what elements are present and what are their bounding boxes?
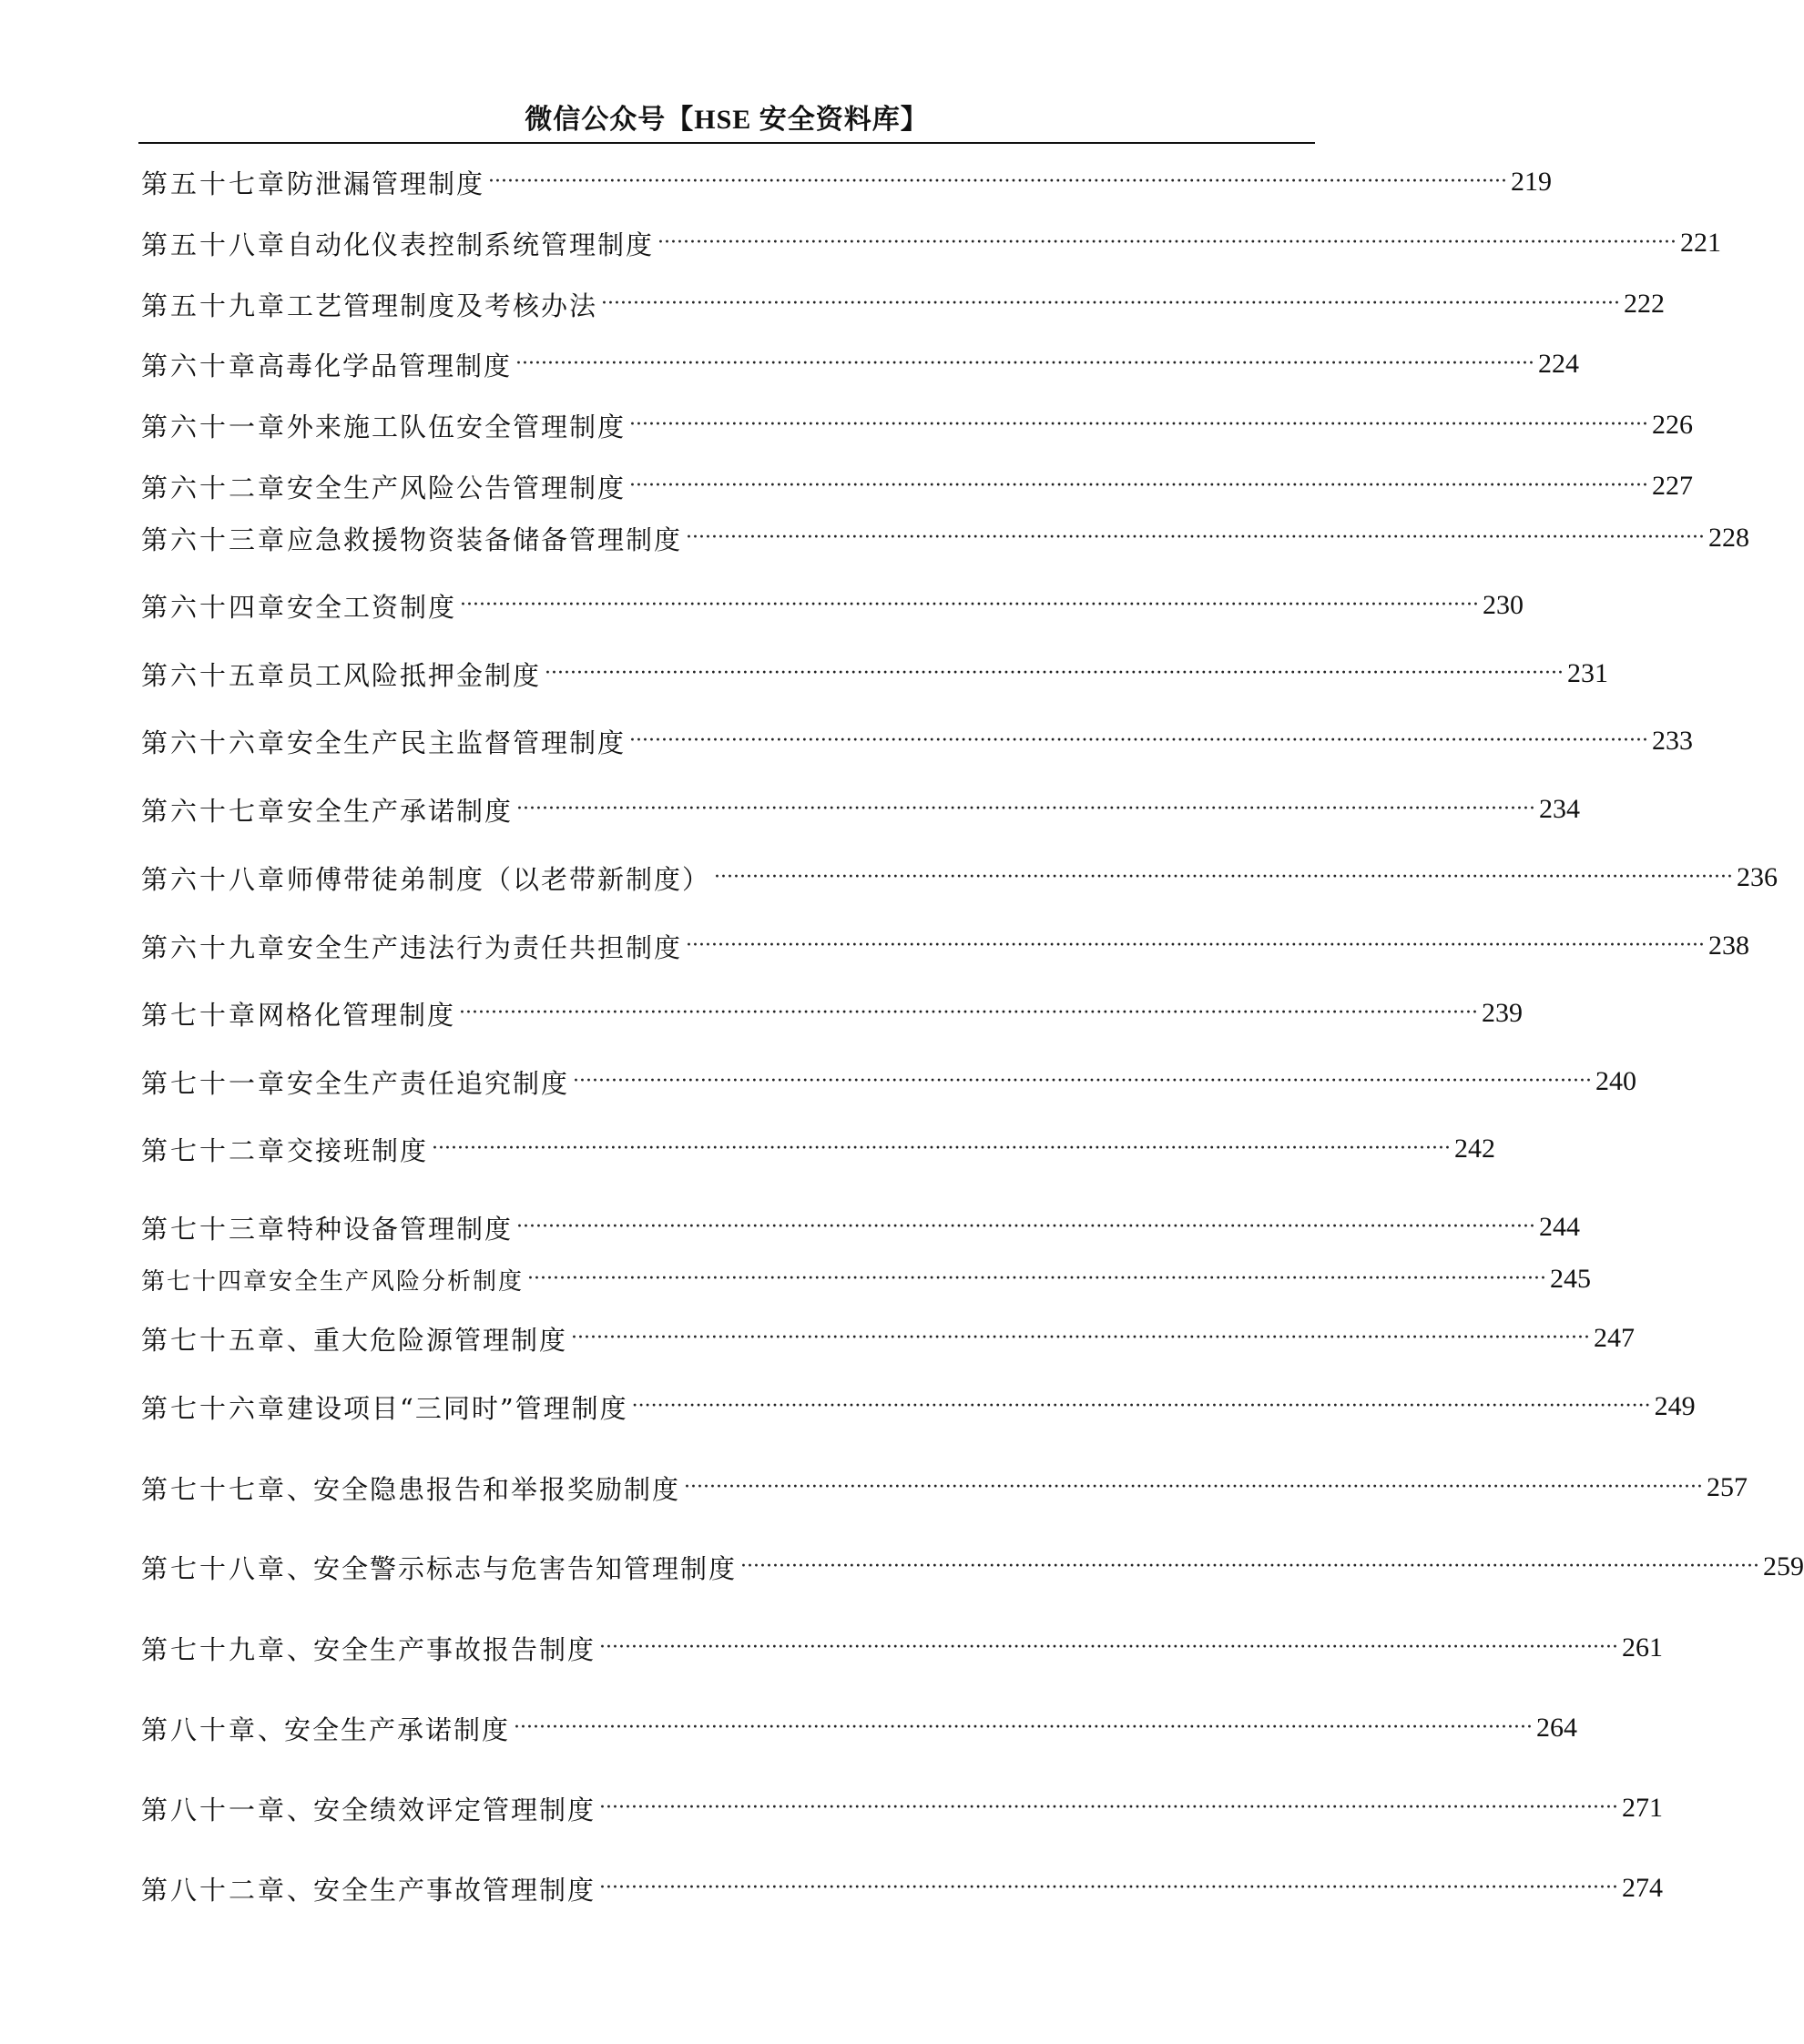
- toc-entry[interactable]: [141, 164, 1552, 200]
- toc-dot-leader: ································································································································································: [573, 1070, 1592, 1093]
- toc-page-number: 244: [1538, 1212, 1580, 1242]
- toc-dot-leader: ································································································································································: [629, 413, 1648, 436]
- toc-entry[interactable]: [141, 1549, 1804, 1585]
- toc-dot-leader: ································································································································································: [629, 474, 1648, 497]
- toc-separator: 、: [287, 1324, 314, 1356]
- toc-entry[interactable]: [141, 1469, 1748, 1506]
- toc-chapter-number: 第八十章: [141, 1714, 259, 1745]
- toc-chapter-number: 第六十三章: [141, 524, 288, 555]
- toc-page-number: 224: [1537, 349, 1579, 379]
- toc-dot-leader: ································································································································································: [545, 662, 1564, 685]
- toc-page-number: 271: [1621, 1793, 1663, 1823]
- toc-page-number: 221: [1679, 228, 1721, 258]
- toc-page-number: 233: [1651, 726, 1693, 756]
- toc-page-number: 247: [1593, 1323, 1635, 1353]
- toc-chapter-title: 安全生产违法行为责任共担制度: [287, 931, 683, 963]
- toc-chapter-number: 第五十七章: [141, 168, 288, 199]
- toc-chapter-title: 安全生产民主监督管理制度: [287, 727, 627, 758]
- toc-dot-leader: ································································································································································: [601, 292, 1620, 315]
- toc-page-number: 226: [1651, 410, 1693, 440]
- toc-chapter-number: 第六十四章: [141, 591, 288, 623]
- toc-page-number: 231: [1566, 658, 1608, 688]
- toc-chapter-number: 第七十五章: [141, 1324, 288, 1356]
- toc-chapter-number: 第八十二章: [141, 1874, 288, 1906]
- toc-dot-leader: ································································································································································: [516, 798, 1535, 820]
- toc-chapter-title: 应急救援物资装备储备管理制度: [287, 524, 683, 555]
- toc-chapter-number: 第七十八章: [141, 1552, 288, 1584]
- toc-chapter-title: 交接班制度: [287, 1134, 429, 1166]
- toc-dot-leader: ································································································································································: [657, 231, 1677, 254]
- toc-chapter-title: 防泄漏管理制度: [287, 168, 485, 199]
- toc-dot-leader: ································································································································································: [740, 1555, 1759, 1578]
- toc-separator: 、: [258, 1714, 285, 1745]
- toc-entry[interactable]: [141, 1790, 1663, 1826]
- toc-entry[interactable]: [141, 346, 1579, 382]
- toc-chapter-number: 第六十五章: [141, 659, 288, 691]
- toc-page-number: 259: [1762, 1551, 1804, 1581]
- toc-dot-leader: ································································································································································: [527, 1267, 1546, 1290]
- toc-dot-leader: ································································································································································: [514, 1716, 1533, 1739]
- toc-entry[interactable]: [141, 1388, 1696, 1425]
- toc-entry[interactable]: [141, 468, 1693, 504]
- toc-page-number: 245: [1549, 1264, 1591, 1294]
- toc-separator: 、: [287, 1633, 314, 1665]
- toc-entry[interactable]: [141, 656, 1608, 692]
- toc-chapter-title: 安全生产承诺制度: [287, 795, 514, 827]
- toc-dot-leader: ································································································································································: [631, 1395, 1651, 1418]
- toc-chapter-title: 安全绩效评定管理制度: [313, 1794, 596, 1825]
- toc-entry[interactable]: [141, 995, 1523, 1032]
- toc-dot-leader: ································································································································································: [459, 1002, 1478, 1024]
- toc-chapter-title: 建设项目“三同时”管理制度: [287, 1392, 628, 1424]
- toc-chapter-number: 第七十七章: [141, 1473, 288, 1505]
- toc-chapter-number: 第七十九章: [141, 1633, 288, 1665]
- toc-page-number: 274: [1621, 1873, 1663, 1903]
- toc-page-number: 238: [1707, 930, 1749, 961]
- toc-dot-leader: ································································································································································: [571, 1327, 1590, 1349]
- toc-chapter-number: 第五十八章: [141, 229, 288, 260]
- toc-chapter-number: 第六十八章: [141, 863, 288, 895]
- toc-entry[interactable]: [141, 587, 1524, 624]
- toc-separator: 、: [287, 1794, 314, 1825]
- toc-entry[interactable]: [141, 1870, 1663, 1907]
- toc-page-number: 236: [1736, 862, 1778, 892]
- toc-chapter-title: 员工风险抵押金制度: [287, 659, 542, 691]
- toc-chapter-title: 安全警示标志与危害告知管理制度: [313, 1552, 738, 1584]
- toc-chapter-number: 第七十六章: [141, 1392, 288, 1424]
- toc-page-number: 242: [1453, 1134, 1495, 1164]
- toc-chapter-title: 师傅带徒弟制度（以老带新制度）: [287, 863, 711, 895]
- toc-chapter-number: 第六十九章: [141, 931, 288, 963]
- toc-chapter-number: 第六十章: [141, 350, 259, 381]
- toc-dot-leader: ································································································································································: [629, 729, 1648, 752]
- toc-chapter-title: 安全隐患报告和举报奖励制度: [313, 1473, 681, 1505]
- toc-dot-leader: ································································································································································: [686, 934, 1705, 957]
- toc-chapter-title: 工艺管理制度及考核办法: [287, 290, 598, 321]
- toc-page-number: 264: [1535, 1713, 1577, 1743]
- toc-chapter-number: 第五十九章: [141, 290, 288, 321]
- toc-chapter-number: 第七十四章: [141, 1267, 270, 1296]
- toc-chapter-number: 第六十一章: [141, 411, 288, 442]
- toc-separator: 、: [287, 1874, 314, 1906]
- toc-chapter-title: 安全生产责任追究制度: [287, 1067, 570, 1099]
- toc-chapter-title: 自动化仪表控制系统管理制度: [287, 229, 655, 260]
- toc-page-number: 228: [1707, 523, 1749, 553]
- toc-entry[interactable]: [141, 1630, 1663, 1666]
- toc-chapter-title: 网格化管理制度: [258, 999, 456, 1031]
- toc-entry[interactable]: [141, 928, 1749, 964]
- toc-dot-leader: ································································································································································: [714, 866, 1733, 889]
- toc-chapter-title: 安全生产风险分析制度: [269, 1267, 525, 1296]
- toc-page-number: 234: [1538, 794, 1580, 824]
- toc-chapter-number: 第六十六章: [141, 727, 288, 758]
- page-header: 微信公众号【HSE 安全资料库】: [525, 105, 929, 135]
- toc-page-number: 230: [1482, 590, 1524, 620]
- toc-dot-leader: ································································································································································: [599, 1796, 1618, 1819]
- toc-separator: 、: [287, 1473, 314, 1505]
- toc-entry[interactable]: [141, 1131, 1495, 1167]
- toc-page-number: 257: [1706, 1472, 1748, 1502]
- toc-chapter-title: 安全生产风险公告管理制度: [287, 472, 627, 503]
- toc-chapter-number: 第八十一章: [141, 1794, 288, 1825]
- toc-entry[interactable]: [141, 1209, 1580, 1246]
- toc-chapter-number: 第七十一章: [141, 1067, 288, 1099]
- toc-chapter-title: 外来施工队伍安全管理制度: [287, 411, 627, 442]
- toc-entry[interactable]: [141, 520, 1749, 556]
- toc-page-number: 240: [1595, 1066, 1636, 1096]
- toc-chapter-title: 重大危险源管理制度: [313, 1324, 568, 1356]
- toc-dot-leader: ································································································································································: [488, 170, 1507, 193]
- toc-dot-leader: ································································································································································: [684, 1476, 1703, 1499]
- toc-page-number: 261: [1621, 1632, 1663, 1663]
- toc-chapter-number: 第六十七章: [141, 795, 288, 827]
- toc-dot-leader: ································································································································································: [460, 594, 1479, 616]
- toc-dot-leader: ································································································································································: [516, 1215, 1535, 1238]
- toc-dot-leader: ································································································································································: [515, 352, 1534, 375]
- toc-chapter-title: 安全工资制度: [287, 591, 457, 623]
- toc-entry[interactable]: [141, 723, 1693, 759]
- toc-chapter-title: 特种设备管理制度: [287, 1213, 514, 1245]
- toc-page-number: 239: [1481, 998, 1523, 1028]
- toc-chapter-title: 安全生产承诺制度: [284, 1714, 511, 1745]
- toc-chapter-number: 第七十三章: [141, 1213, 288, 1245]
- toc-chapter-title: 安全生产事故管理制度: [313, 1874, 596, 1906]
- toc-dot-leader: ································································································································································: [599, 1876, 1618, 1899]
- toc-page-number: 219: [1510, 167, 1552, 197]
- toc-chapter-number: 第七十章: [141, 999, 259, 1031]
- toc-chapter-number: 第七十二章: [141, 1134, 288, 1166]
- toc-dot-leader: ································································································································································: [686, 526, 1705, 549]
- toc-dot-leader: ································································································································································: [432, 1137, 1451, 1160]
- toc-entry[interactable]: [141, 1710, 1577, 1746]
- toc-chapter-number: 第六十二章: [141, 472, 288, 503]
- toc-entry[interactable]: [141, 1261, 1591, 1297]
- toc-entry[interactable]: [141, 225, 1721, 261]
- toc-entry[interactable]: [141, 791, 1580, 828]
- toc-entry[interactable]: [141, 1320, 1635, 1357]
- toc-chapter-title: 高毒化学品管理制度: [258, 350, 513, 381]
- toc-page-number: 222: [1623, 289, 1665, 319]
- toc-entry[interactable]: [141, 1063, 1636, 1100]
- toc-entry[interactable]: [141, 859, 1778, 896]
- toc-page-number: 227: [1651, 471, 1693, 501]
- toc-entry[interactable]: [141, 407, 1693, 443]
- toc-dot-leader: ································································································································································: [599, 1636, 1618, 1659]
- toc-page-number: 249: [1654, 1391, 1696, 1421]
- toc-separator: 、: [287, 1552, 314, 1584]
- toc-entry[interactable]: [141, 286, 1665, 322]
- toc-chapter-title: 安全生产事故报告制度: [313, 1633, 596, 1665]
